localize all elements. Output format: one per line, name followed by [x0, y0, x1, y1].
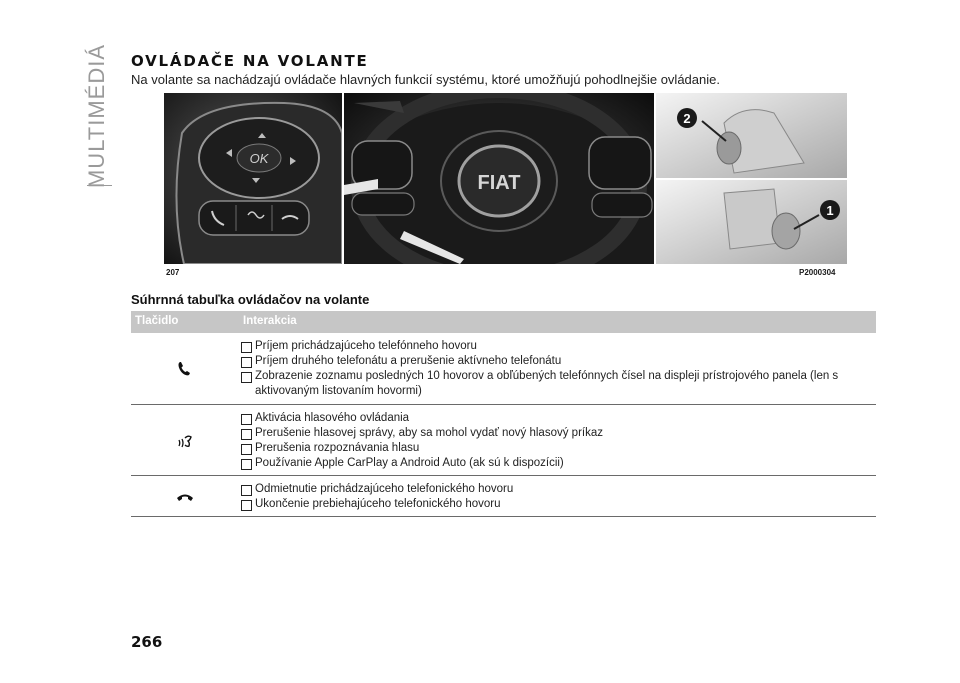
list-item: Prerušenia rozpoznávania hlasu [241, 441, 876, 456]
list-item: Zobrazenie zoznamu posledných 10 hovorov a obľúbených telefónnych čísel na displeji prístrojového panela (len s aktivovaným listovaním hovormi) [241, 369, 876, 399]
table-row [131, 333, 876, 405]
section-intro: Na volante sa nachádzajú ovládače hlavných funkcií systému, ktoré umožňujú pohodlnejšie ovládanie. [131, 72, 720, 87]
row-interaction-list [241, 482, 876, 512]
table-title: Súhrnná tabuľka ovládačov na volante [131, 292, 370, 307]
list-item: Prerušenie hlasovej správy, aby sa mohol vydať nový hlasový príkaz [241, 426, 876, 441]
steering-wheel-figure [164, 93, 847, 264]
voice-icon [176, 432, 194, 450]
figure-code: P2000304 [799, 268, 836, 277]
row-icon-cell [131, 476, 239, 517]
list-item: Používanie Apple CarPlay a Android Auto (ak sú k dispozícii) [241, 456, 876, 471]
list-item: Príjem druhého telefonátu a prerušenie aktívneho telefonátu [241, 354, 876, 369]
hangup-icon [176, 491, 194, 503]
row-interaction-list [241, 411, 876, 471]
list-item: Ukončenie prebiehajúceho telefonického hovoru [241, 497, 876, 512]
fiat-logo: FIAT [477, 172, 521, 194]
table-header [131, 311, 876, 333]
list-item: Aktivácia hlasového ovládania [241, 411, 876, 426]
callout-2-label: 2 [683, 111, 691, 126]
section-title: OVLÁDAČE NA VOLANTE [131, 52, 369, 70]
side-tab-rule [87, 185, 112, 186]
ok-button-label: OK [249, 151, 269, 166]
column-header-interaction: Interakcia [243, 315, 297, 327]
column-header-button: Tlačidlo [135, 315, 179, 327]
row-interaction-list [241, 339, 876, 399]
row-icon-cell [131, 333, 239, 405]
side-tab [84, 43, 110, 189]
list-item: Príjem prichádzajúceho telefónneho hovoru [241, 339, 876, 354]
callout-1-label: 1 [826, 203, 834, 218]
page-number: 266 [131, 633, 163, 651]
steering-wheel-illustration [164, 93, 847, 264]
figure-number: 207 [166, 268, 180, 277]
list-item: Odmietnutie prichádzajúceho telefonického hovoru [241, 482, 876, 497]
table-row [131, 476, 876, 517]
phone-icon [176, 360, 194, 378]
table-row [131, 405, 876, 476]
side-tab-label: MULTIMÉDIÁ [84, 43, 109, 189]
row-icon-cell [131, 405, 239, 476]
